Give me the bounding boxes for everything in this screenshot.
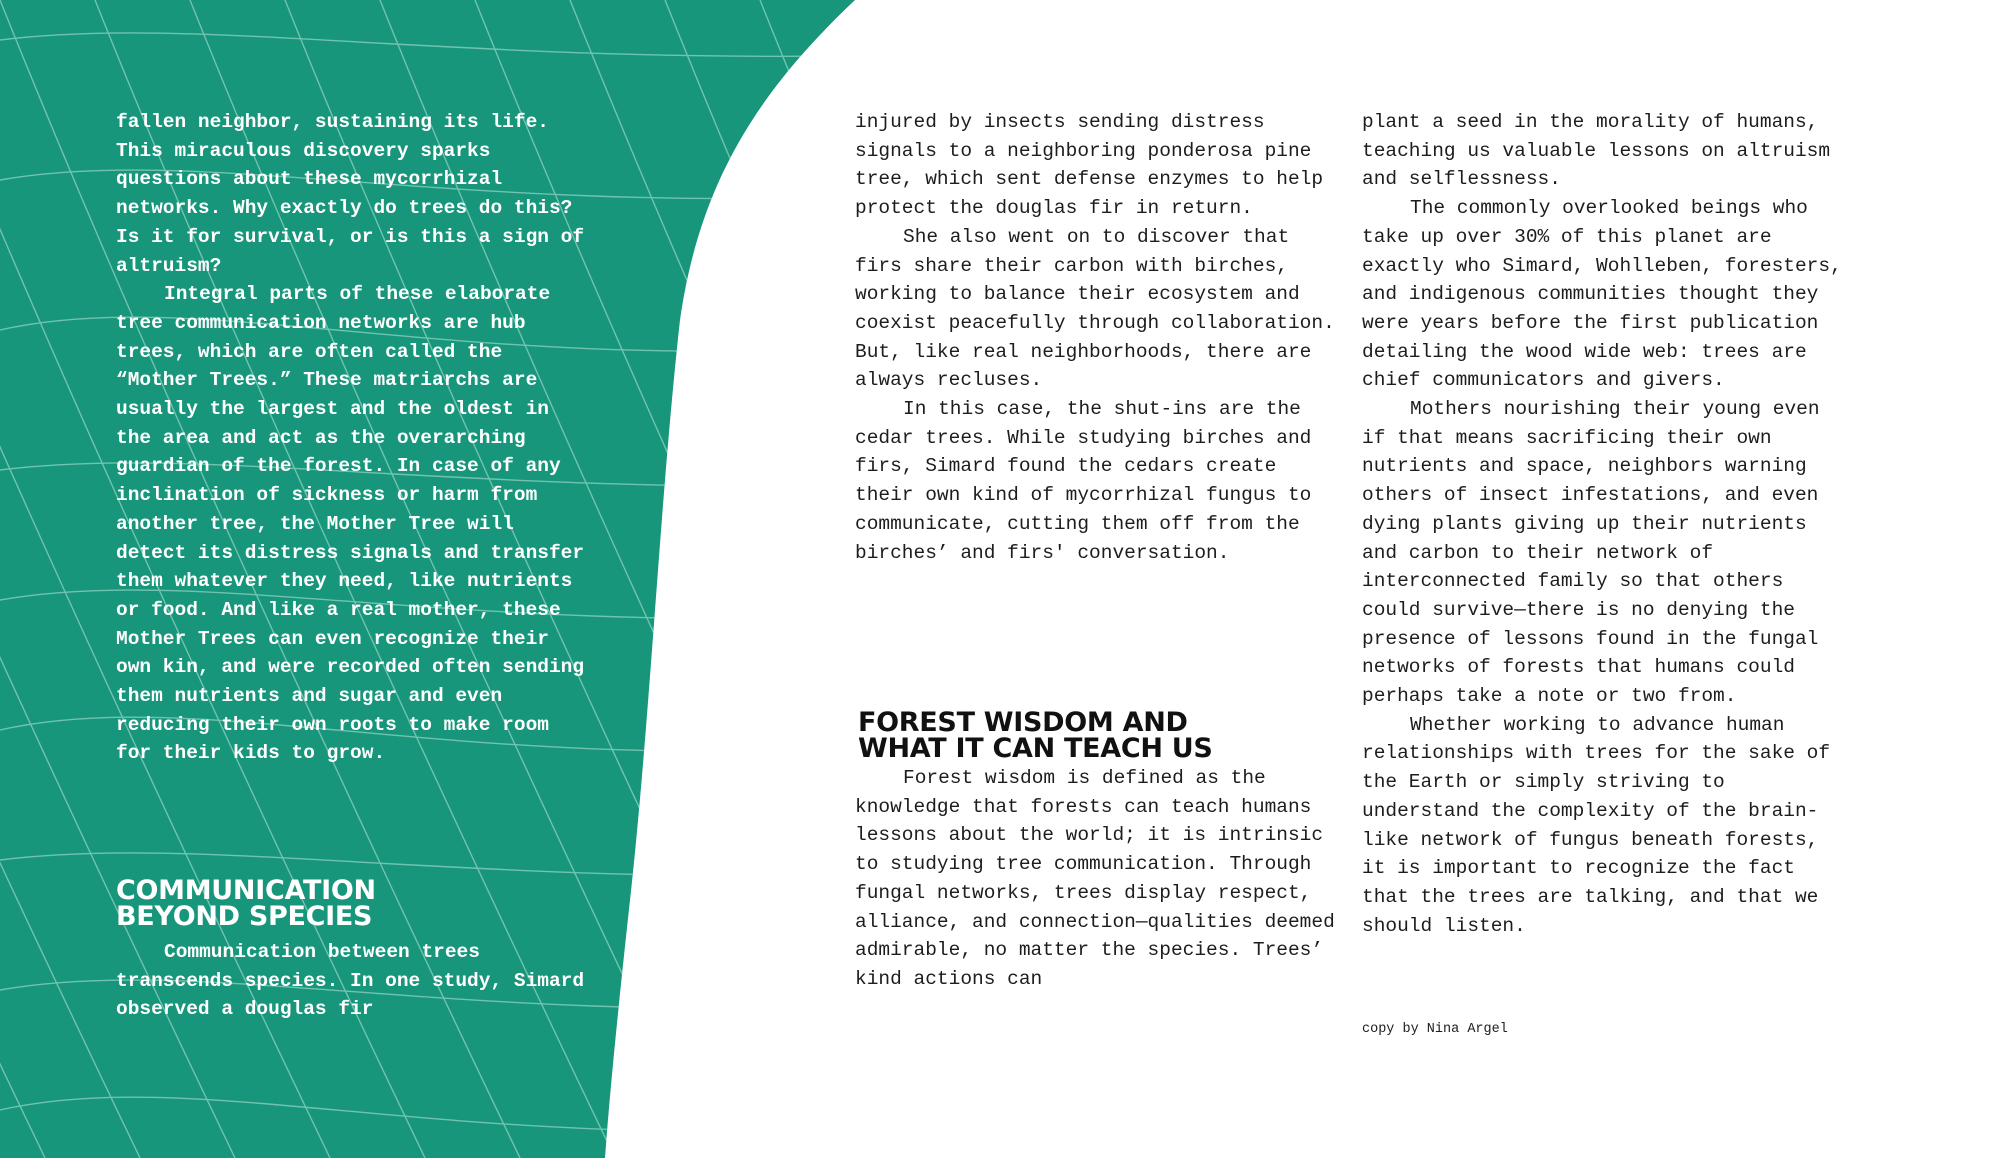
right-text-column <box>1362 108 1842 940</box>
middle-paragraph-3: In this case, the shut-ins are the cedar trees. While studying birches and firs, Simard found the cedars create their own kind of mycorrhizal fungus to communicate, cutting them off from the birches’ and firs' conversation. <box>855 398 1312 564</box>
left-paragraph-2: Integral parts of these elaborate tree communication networks are hub trees, which are often called the “Mother Trees.” These matriarchs are usually the largest and the oldest in the area and act as the overarching guardian of the forest. In case of any inclination of sickness or harm from another tree, the Mother Tree will detect its distress signals and transfer them whatever they need, like nutrients or food. And like a real mother, these Mother Trees can even recognize their own kin, and were recorded often sending them nutrients and sugar and even reducing their own roots to make room for their kids to grow. <box>116 283 585 765</box>
right-paragraph-3: Mothers nourishing their young even if that means sacrificing their own nutrients and space, neighbors warning others of insect infestations, and even dying plants giving up their nutrients and carbon to their network of interconnected family so that others could survive—there is no denying the presence of lessons found in the fungal networks of forests that humans could perhaps take a note or two from. <box>1362 398 1820 708</box>
heading-line: FOREST WISDOM AND <box>858 707 1188 738</box>
heading-line: BEYOND SPECIES <box>116 901 373 932</box>
right-paragraph-1: plant a seed in the morality of humans, teaching us valuable lessons on altruism and selflessness. <box>1362 111 1831 191</box>
middle-text-column <box>855 108 1335 567</box>
middle-section-paragraph: Forest wisdom is defined as the knowledge that forests can teach humans lessons about the world; it is intrinsic to studying tree communication. Through fungal networks, trees display respect, alliance, and connection—qualities deemed admirable, no matter the species. Trees’ kind actions can <box>855 767 1335 990</box>
copy-credit: copy by Nina Argel <box>1362 1022 1508 1037</box>
left-section-paragraph: Communication between trees transcends species. In one study, Simard observed a douglas fir <box>116 941 585 1021</box>
middle-section-column <box>855 764 1335 994</box>
communication-beyond-species-heading <box>116 875 376 932</box>
heading-line: COMMUNICATION <box>116 875 376 906</box>
heading-line: WHAT IT CAN TEACH US <box>858 733 1213 764</box>
right-paragraph-4: Whether working to advance human relationships with trees for the sake of the Earth or simply striving to understand the complexity of the brain-like network of fungus beneath forests, it is important to recognize the fact that the trees are talking, and that we should listen. <box>1362 713 1831 937</box>
middle-paragraph-1: injured by insects sending distress signals to a neighboring ponderosa pine tree, which sent defense enzymes to help protect the douglas fir in return. <box>855 111 1324 220</box>
middle-paragraph-2: She also went on to discover that firs share their carbon with birches, working to balance their ecosystem and coexist peacefully through collaboration. But, like real neighborhoods, there are always recluses. <box>855 225 1335 392</box>
left-paragraph-1: fallen neighbor, sustaining its life. This miraculous discovery sparks questions about these mycorrhizal networks. Why exactly do trees do this? Is it for survival, or is this a sign of altruism? <box>116 111 585 277</box>
forest-wisdom-heading <box>858 707 1213 764</box>
right-paragraph-2: The commonly overlooked beings who take up over 30% of this planet are exactly who Simard, Wohlleben, foresters, and indigenous communities thought they were years before the first publication detailing the wood wide web: trees are chief communicators and givers. <box>1362 197 1842 392</box>
left-text-column <box>116 108 586 768</box>
left-section-column <box>116 938 586 1024</box>
